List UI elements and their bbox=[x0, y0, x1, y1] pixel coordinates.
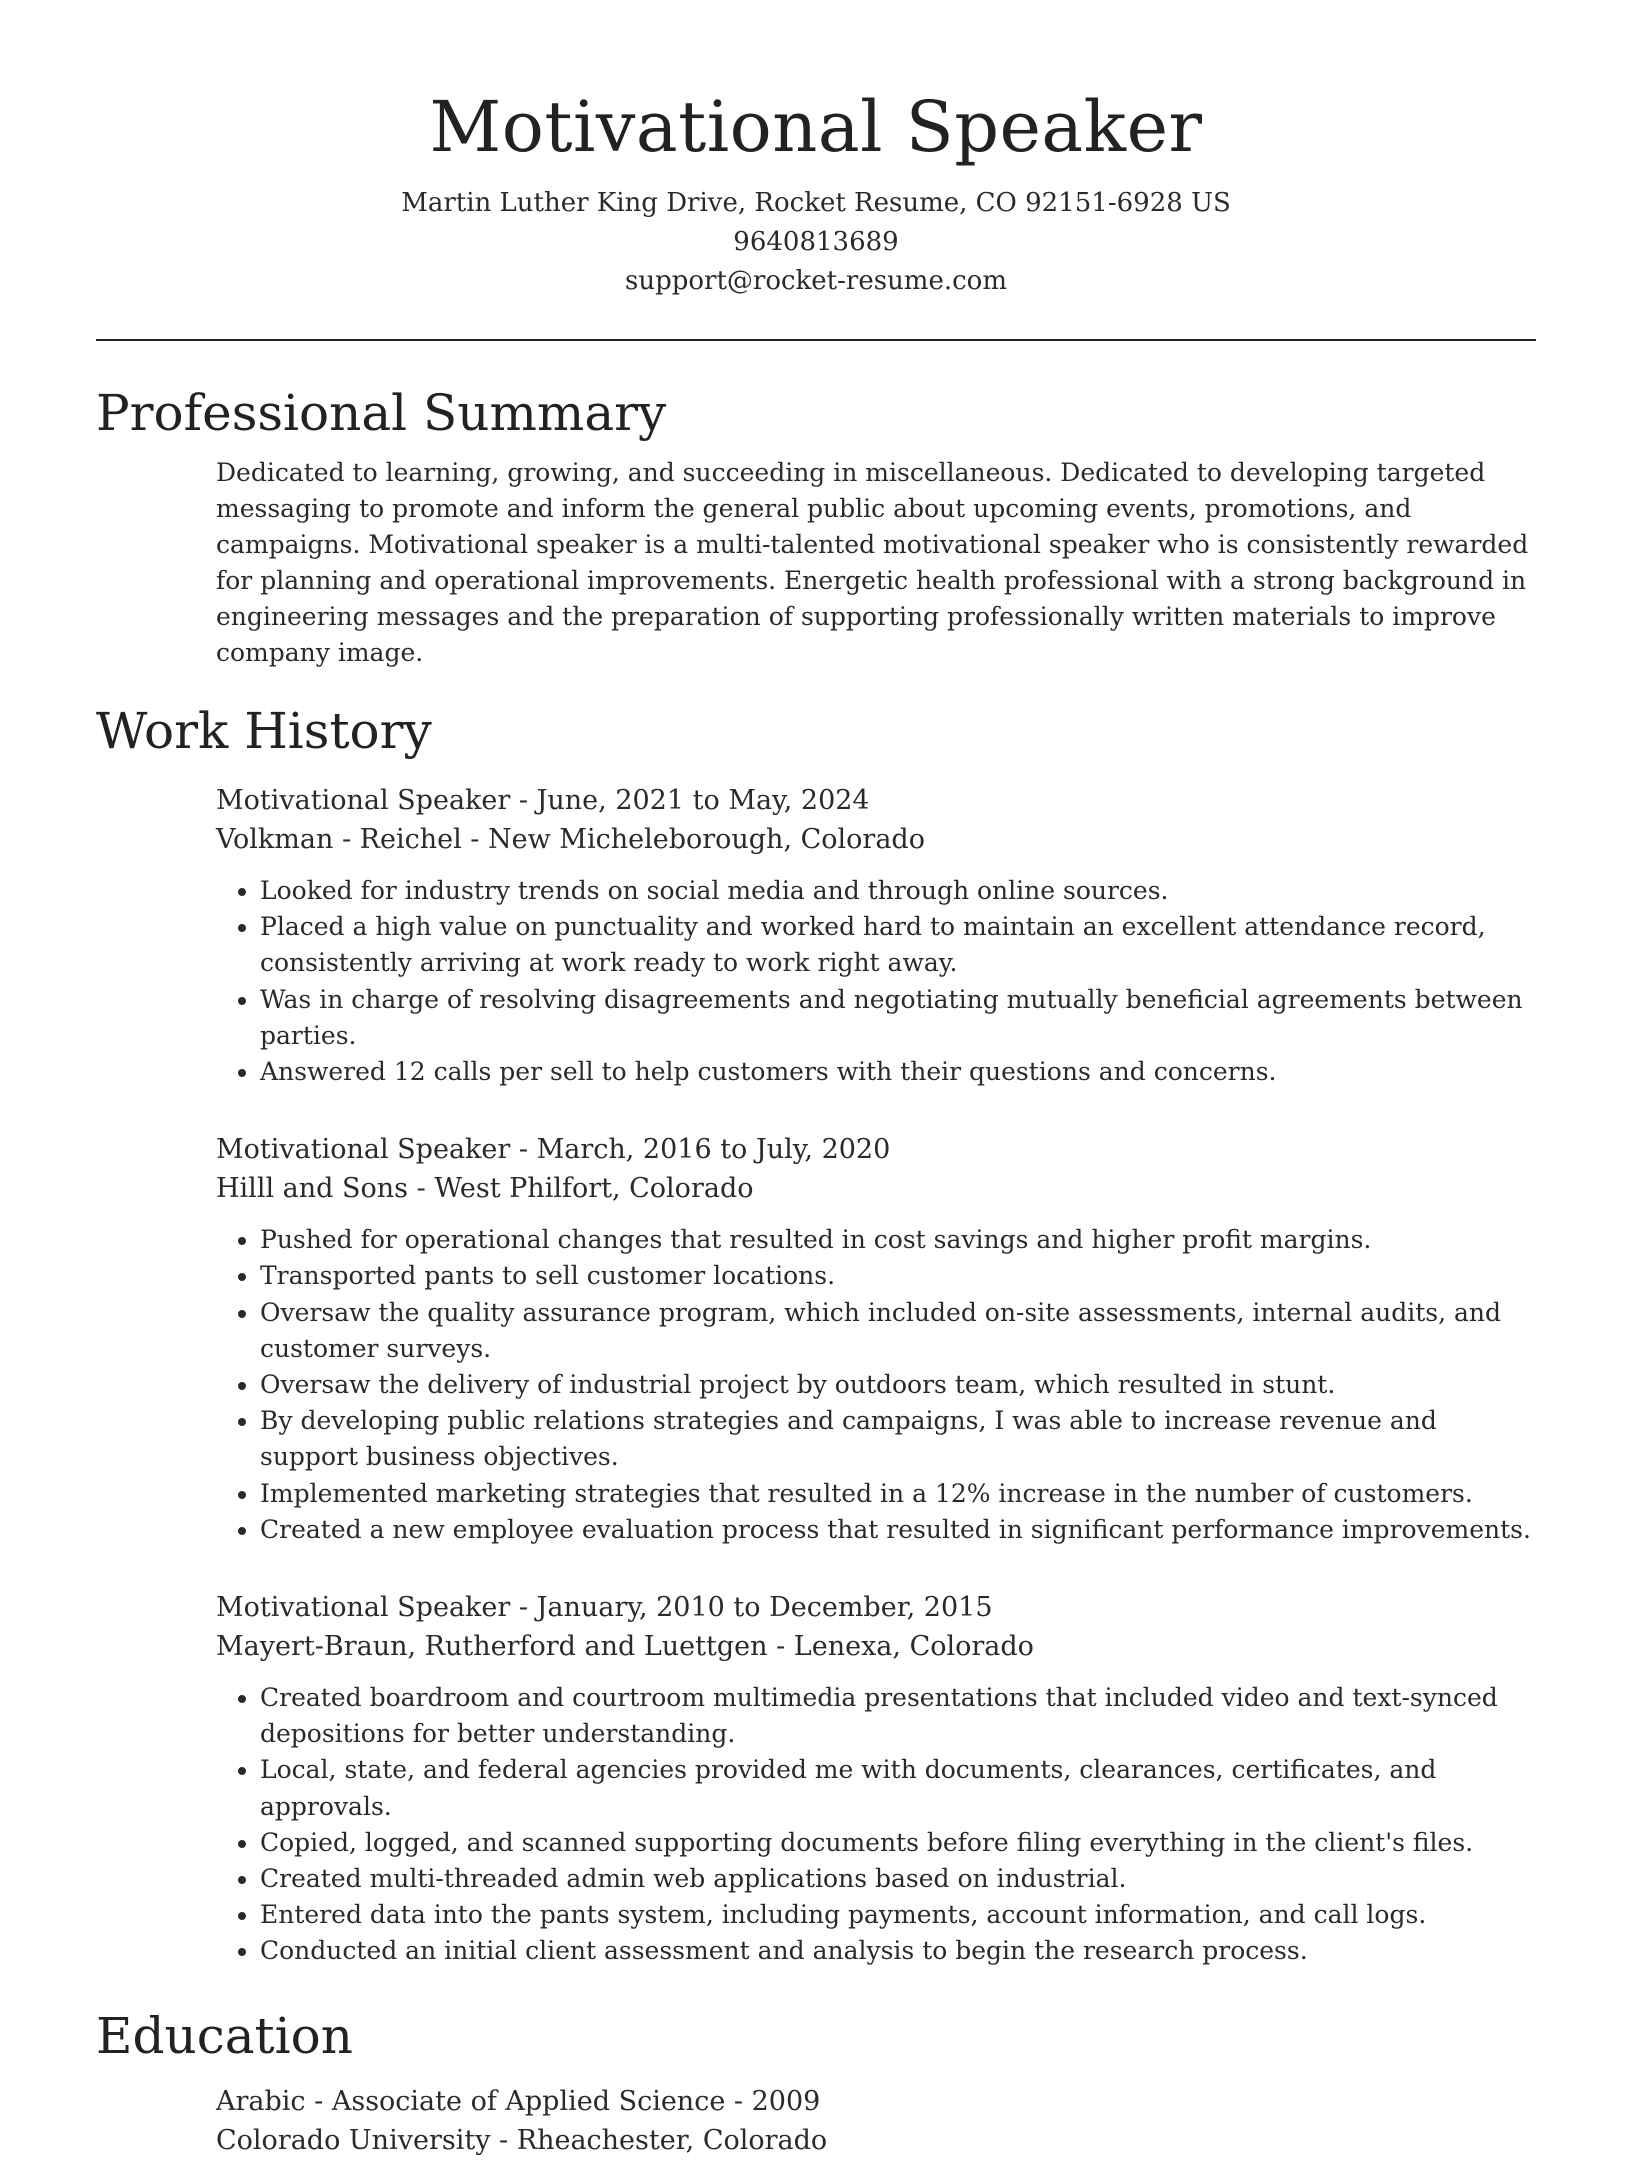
job-company-line bbox=[216, 820, 1536, 859]
contact-email: support@rocket-resume.com bbox=[624, 266, 1007, 296]
education-year: - 2009 bbox=[725, 2085, 821, 2117]
education-section bbox=[96, 2082, 1536, 2160]
job-bullet: • By developing public relations strategies and campaigns, I was able to increase revenue and support business objectives. bbox=[260, 1403, 1536, 1475]
education-degree-line bbox=[216, 2082, 1536, 2121]
job-bullet: • Transported pants to sell customer locations. bbox=[260, 1258, 1536, 1294]
section-title-work-history: Work History bbox=[96, 702, 432, 760]
job-company-line bbox=[216, 1169, 1536, 1208]
contact-phone: 9640813689 bbox=[733, 227, 899, 257]
job-location: - Lenexa, Colorado bbox=[767, 1631, 1034, 1663]
education-school-line bbox=[216, 2121, 1536, 2160]
job-bullets bbox=[216, 873, 1536, 1090]
job-bullet: • Oversaw the delivery of industrial project by outdoors team, which resulted in stunt. bbox=[260, 1367, 1536, 1403]
job-title-line bbox=[216, 1130, 1536, 1169]
job-bullet: • Created a new employee evaluation process that resulted in significant performance improvements. bbox=[260, 1512, 1536, 1548]
job-bullet: • Copied, logged, and scanned supporting documents before filing everything in the client's files. bbox=[260, 1825, 1536, 1861]
job-title-line bbox=[216, 1588, 1536, 1627]
contact-address: Martin Luther King Drive, Rocket Resume, CO 92151-6928 US bbox=[401, 188, 1231, 218]
job-role: Motivational Speaker bbox=[216, 1592, 511, 1624]
job-dates: - June, 2021 to May, 2024 bbox=[510, 785, 870, 816]
job-bullet: • Local, state, and federal agencies provided me with documents, clearances, certificates, and approvals. bbox=[260, 1752, 1536, 1824]
job-bullet: • Answered 12 calls per sell to help customers with their questions and concerns. bbox=[260, 1054, 1536, 1090]
job-dates: - January, 2010 to December, 2015 bbox=[510, 1592, 993, 1624]
job-bullets bbox=[216, 1222, 1536, 1548]
job-location: - New Micheleborough, Colorado bbox=[461, 824, 925, 855]
education-location: - Rheachester, Colorado bbox=[490, 2124, 828, 2156]
header-divider bbox=[96, 339, 1536, 341]
job-company: Volkman - Reichel bbox=[216, 824, 462, 855]
resume-header bbox=[96, 0, 1536, 301]
job-bullets bbox=[216, 1680, 1536, 1970]
job-bullet: • Looked for industry trends on social media and through online sources. bbox=[260, 873, 1536, 909]
job-bullet: • Was in charge of resolving disagreements and negotiating mutually beneficial agreements between parties. bbox=[260, 982, 1536, 1054]
job-entry bbox=[216, 1588, 1536, 1970]
job-role: Motivational Speaker bbox=[216, 785, 511, 816]
resume-name: Motivational Speaker bbox=[429, 86, 1203, 168]
job-location: - West Philfort, Colorado bbox=[408, 1173, 754, 1205]
summary-text: Dedicated to learning, growing, and succeeding in miscellaneous. Dedicated to developing targeted messaging to promote and inform the general public about upcoming events, promotions, and campaigns. Motivational speaker is a multi-talented motivational speaker who is consistently rewarded for planning and operational improvements. Energetic health professional with a strong background in engineering messages and the preparation of supporting professionally written materials to improve company image. bbox=[216, 458, 1529, 667]
job-title-line bbox=[216, 781, 1536, 820]
summary-section bbox=[96, 455, 1536, 671]
job-bullet: • Created multi-threaded admin web applications based on industrial. bbox=[260, 1861, 1536, 1897]
job-bullet: • Oversaw the quality assurance program, which included on-site assessments, internal audits, and customer surveys. bbox=[260, 1295, 1536, 1367]
job-bullet: • Entered data into the pants system, including payments, account information, and call logs. bbox=[260, 1897, 1536, 1933]
education-school: Colorado University bbox=[216, 2124, 491, 2156]
job-company: Mayert-Braun, Rutherford and Luettgen bbox=[216, 1631, 768, 1663]
job-entry bbox=[216, 1130, 1536, 1548]
job-dates: - March, 2016 to July, 2020 bbox=[510, 1134, 891, 1166]
work-history-section bbox=[96, 781, 1536, 1970]
contact-block bbox=[96, 184, 1536, 301]
job-bullet: • Pushed for operational changes that resulted in cost savings and higher profit margins. bbox=[260, 1222, 1536, 1258]
education-field: Arabic bbox=[216, 2085, 306, 2117]
section-title-summary: Professional Summary bbox=[96, 384, 667, 442]
job-role: Motivational Speaker bbox=[216, 1134, 511, 1166]
job-bullet: • Conducted an initial client assessment and analysis to begin the research process. bbox=[260, 1933, 1536, 1969]
education-degree: - Associate of Applied Science bbox=[305, 2085, 726, 2117]
job-bullet: • Created boardroom and courtroom multimedia presentations that included video and text-synced depositions for better understanding. bbox=[260, 1680, 1536, 1752]
section-title-education: Education bbox=[96, 2006, 353, 2065]
job-company: Hilll and Sons bbox=[216, 1173, 409, 1205]
job-bullet: • Implemented marketing strategies that resulted in a 12% increase in the number of customers. bbox=[260, 1476, 1536, 1512]
job-company-line bbox=[216, 1627, 1536, 1666]
job-bullet: • Placed a high value on punctuality and worked hard to maintain an excellent attendance record, consistently arriving at work ready to work right away. bbox=[260, 909, 1536, 981]
job-entry bbox=[216, 781, 1536, 1090]
